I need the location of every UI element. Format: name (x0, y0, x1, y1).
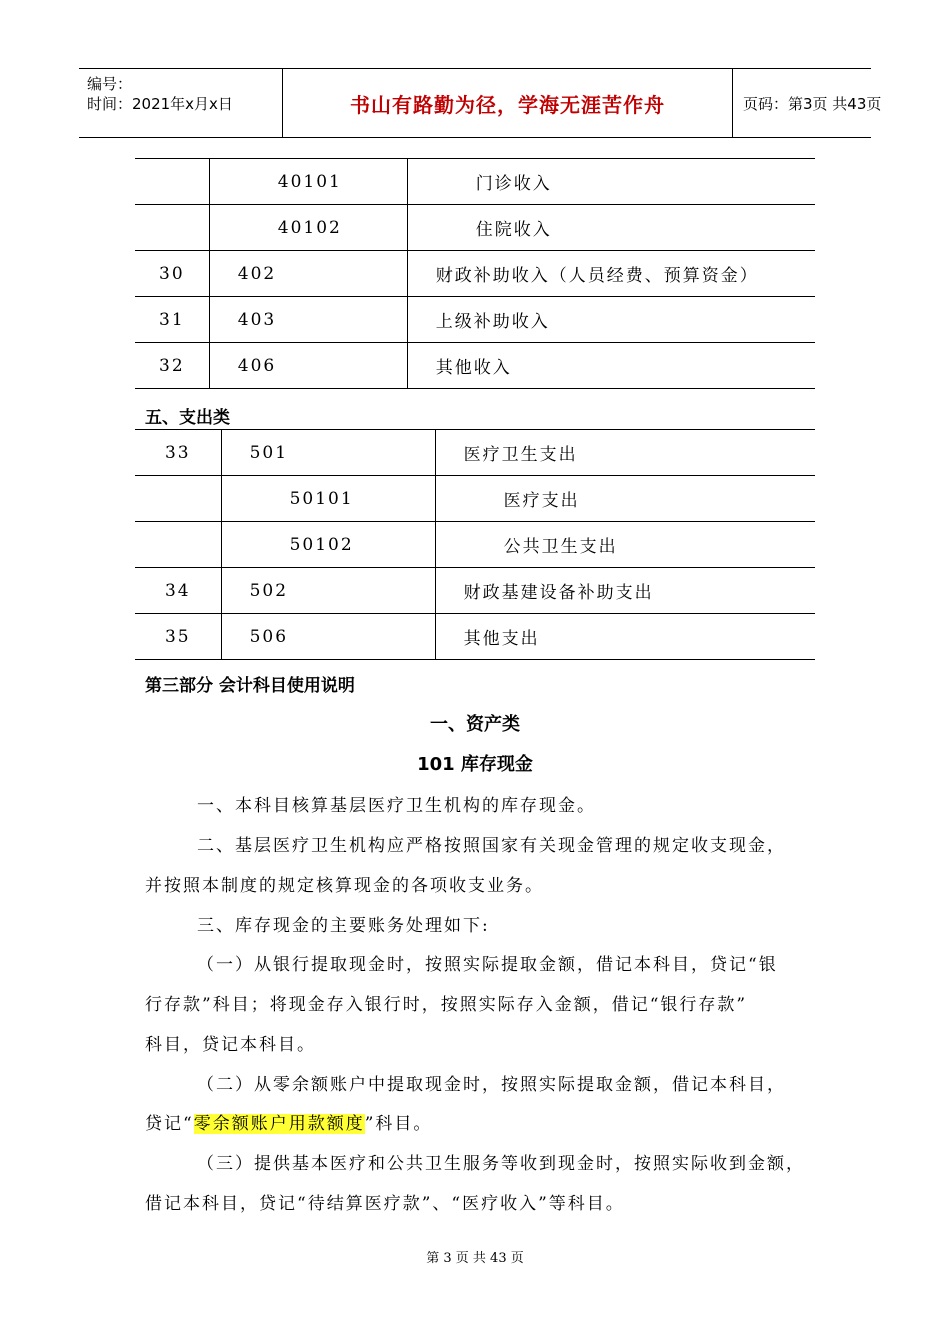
row-name: 财政补助收入（人员经费、预算资金） (407, 251, 815, 297)
section-heading-expense: 五、支出类 (145, 408, 230, 428)
row-code: 502 (221, 568, 435, 614)
motto: 书山有路勤为径，学海无涯苦作舟 (350, 92, 665, 117)
row-code: 506 (221, 614, 435, 660)
row-name: 财政基建设备补助支出 (435, 568, 815, 614)
highlighted-text: 零余额账户用款额度 (193, 1114, 365, 1134)
income-table (135, 158, 815, 389)
table-row (135, 568, 815, 614)
row-name: 医疗支出 (435, 476, 815, 522)
cash-heading: 101 库存现金 (417, 754, 533, 775)
paragraph: 行存款”科目；将现金存入银行时，按照实际存入金额，借记“银行存款” (145, 995, 748, 1015)
row-code: 403 (209, 297, 407, 343)
paragraph (145, 1109, 825, 1134)
row-code: 406 (209, 343, 407, 389)
table-row (135, 297, 815, 343)
table-row (135, 476, 815, 522)
row-no: 30 (135, 251, 209, 297)
row-name: 医疗卫生支出 (435, 430, 815, 476)
page-label: 页码：第3页 共43页 (743, 94, 882, 113)
expense-table (135, 429, 815, 660)
text-fragment: ”科目。 (364, 1114, 433, 1134)
paragraph: （三）提供基本医疗和公共卫生服务等收到现金时，按照实际收到金额， (197, 1154, 805, 1174)
table-row (135, 614, 815, 660)
paragraph: （二）从零余额账户中提取现金时，按照实际提取金额，借记本科目， (197, 1075, 786, 1095)
row-name: 上级补助收入 (407, 297, 815, 343)
row-no: 35 (135, 614, 221, 660)
row-code: 50102 (221, 522, 435, 568)
paragraph: 并按照本制度的规定核算现金的各项收支业务。 (145, 876, 544, 896)
row-name: 其他支出 (435, 614, 815, 660)
date-label: 时间：2021年x月x日 (87, 95, 233, 113)
page-footer: 第 3 页 共 43 页 (426, 1251, 524, 1266)
number-label: 编号： (87, 75, 133, 93)
part-heading: 第三部分 会计科目使用说明 (145, 676, 355, 696)
row-no: 32 (135, 343, 209, 389)
paragraph: 二、基层医疗卫生机构应严格按照国家有关现金管理的规定收支现金， (197, 836, 786, 856)
row-name: 住院收入 (407, 205, 815, 251)
row-no (135, 476, 221, 522)
table-row (135, 522, 815, 568)
table-row (135, 430, 815, 476)
row-name: 其他收入 (407, 343, 815, 389)
row-code: 501 (221, 430, 435, 476)
header-page-cell (733, 69, 882, 137)
page-header (79, 68, 882, 138)
paragraph: 一、本科目核算基层医疗卫生机构的库存现金。 (197, 796, 596, 816)
row-no: 31 (135, 297, 209, 343)
header-motto-cell (282, 69, 733, 137)
row-no: 34 (135, 568, 221, 614)
row-no (135, 205, 209, 251)
table-row (135, 159, 815, 205)
row-code: 50101 (221, 476, 435, 522)
row-no (135, 159, 209, 205)
paragraph: 三、库存现金的主要账务处理如下: (197, 916, 490, 936)
row-code: 40102 (209, 205, 407, 251)
paragraph: 科目，贷记本科目。 (145, 1035, 316, 1055)
text-fragment: 贷记“ (145, 1114, 194, 1134)
asset-heading: 一、资产类 (430, 714, 520, 735)
row-code: 40101 (209, 159, 407, 205)
paragraph: 借记本科目，贷记“待结算医疗款”、“医疗收入”等科目。 (145, 1194, 625, 1214)
paragraph: （一）从银行提取现金时，按照实际提取金额，借记本科目，贷记“银 (197, 955, 778, 975)
row-name: 公共卫生支出 (435, 522, 815, 568)
table-row (135, 251, 815, 297)
row-no: 33 (135, 430, 221, 476)
row-name: 门诊收入 (407, 159, 815, 205)
table-row (135, 205, 815, 251)
row-code: 402 (209, 251, 407, 297)
header-meta (79, 69, 282, 137)
row-no (135, 522, 221, 568)
table-row (135, 343, 815, 389)
